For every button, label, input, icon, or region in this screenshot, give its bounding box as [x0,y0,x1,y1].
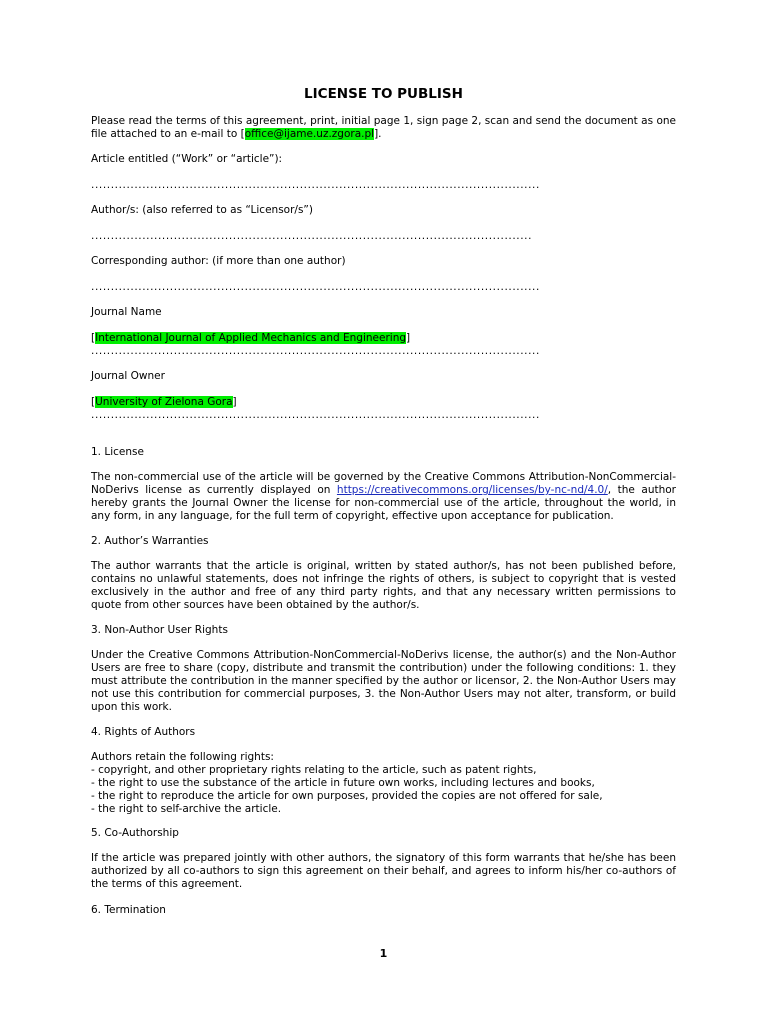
section-heading-termination: 6. Termination [91,904,166,916]
document-title: LICENSE TO PUBLISH [304,86,463,102]
bracket-open: [ [91,332,96,344]
authors-dotted-line: ................................................................................................................ [91,230,533,242]
rights-list [91,764,676,816]
journal-name-field [91,332,676,345]
corresponding-label: Corresponding author: (if more than one author) [91,255,346,267]
license-text: The non-commercial use of the article will be governed by the Creative Commons Attribution-NonCommercial-NoDerivs license as currently displayed on [91,471,676,496]
rights-intro: Authors retain the following rights: [91,751,274,763]
bracket-close: ] [232,396,237,408]
list-item: - the right to self-archive the article. [91,803,282,815]
intro-text-end: ]. [374,128,382,140]
bracket-close: ] [406,332,411,344]
license-link[interactable]: https://creativecommons.org/licenses/by-nc-nd/4.0/ [336,484,608,496]
journal-name-value: International Journal of Applied Mechanics and Engineering [95,332,407,344]
journal-name-label: Journal Name [91,306,162,318]
list-item: - the right to reproduce the article for own purposes, provided the copies are not offered for sale, [91,790,603,802]
section-heading-nonauthor: 3. Non-Author User Rights [91,624,228,636]
journal-owner-label: Journal Owner [91,370,165,382]
page-number: 1 [379,947,388,960]
article-label: Article entitled (“Work” or “article”): [91,153,283,165]
article-dotted-line: .................................................................................................................. [91,179,540,191]
list-item: - copyright, and other proprietary rights relating to the article, such as patent rights, [91,764,537,776]
license-text-end: , the author hereby grants the Journal Owner the license for non-commercial use of the article, throughout the world, in any form, in any language, for the full term of copyright, effective upon acceptance for publication. [91,484,676,522]
section-heading-coauthorship: 5. Co-Authorship [91,827,179,839]
section-heading-warranties: 2. Author’s Warranties [91,535,209,547]
section-text-warranties: The author warrants that the article is original, written by stated author/s, has not been published before, contains no unlawful statements, does not infringe the rights of others, is subject to copyright that is vested exclusively in the author and free of any third party rights, and that any necessary written permissions to quote from other sources have been obtained by the author/s. [91,560,676,611]
corresponding-dotted-line: .................................................................................................................. [91,281,540,293]
section-heading-rights: 4. Rights of Authors [91,726,196,738]
intro-text: Please read the terms of this agreement, print, initial page 1, sign page 2, scan and send the document as one file attached to an e-mail to [ [91,115,676,140]
journal-owner-field [91,396,676,409]
journal-owner-value: University of Zielona Gora [95,396,233,408]
section-text-nonauthor: Under the Creative Commons Attribution-NonCommercial-NoDerivs license, the author(s) and the Non-Author Users are free to share (copy, distribute and transmit the contribution) under the following conditions: 1. they must attribute the contribution in the manner specified by the author or licensor, 2. the Non-Author Users may not use this contribution for commercial purposes, 3. the Non-Author Users may not alter, transform, or build upon this work. [91,649,676,713]
intro-paragraph [91,115,676,141]
section-text-rights [91,751,676,816]
section-text-license [91,471,676,523]
list-item: - the right to use the substance of the article in future own works, including lectures and books, [91,777,595,789]
section-text-coauthorship: If the article was prepared jointly with other authors, the signatory of this form warrants that he/she has been authorized by all co-authors to sign this agreement on their behalf, and agrees to inform his/her co-authors of the terms of this agreement. [91,852,676,890]
email-highlight[interactable]: office@ijame.uz.zgora.pl [244,128,375,140]
journal-name-dotted-line: .................................................................................................................. [91,345,540,357]
bracket-open: [ [91,396,96,408]
authors-label: Author/s: (also referred to as “Licensor/s”) [91,204,313,216]
section-heading-license: 1. License [91,446,144,458]
journal-owner-dotted-line: .................................................................................................................. [91,409,540,421]
